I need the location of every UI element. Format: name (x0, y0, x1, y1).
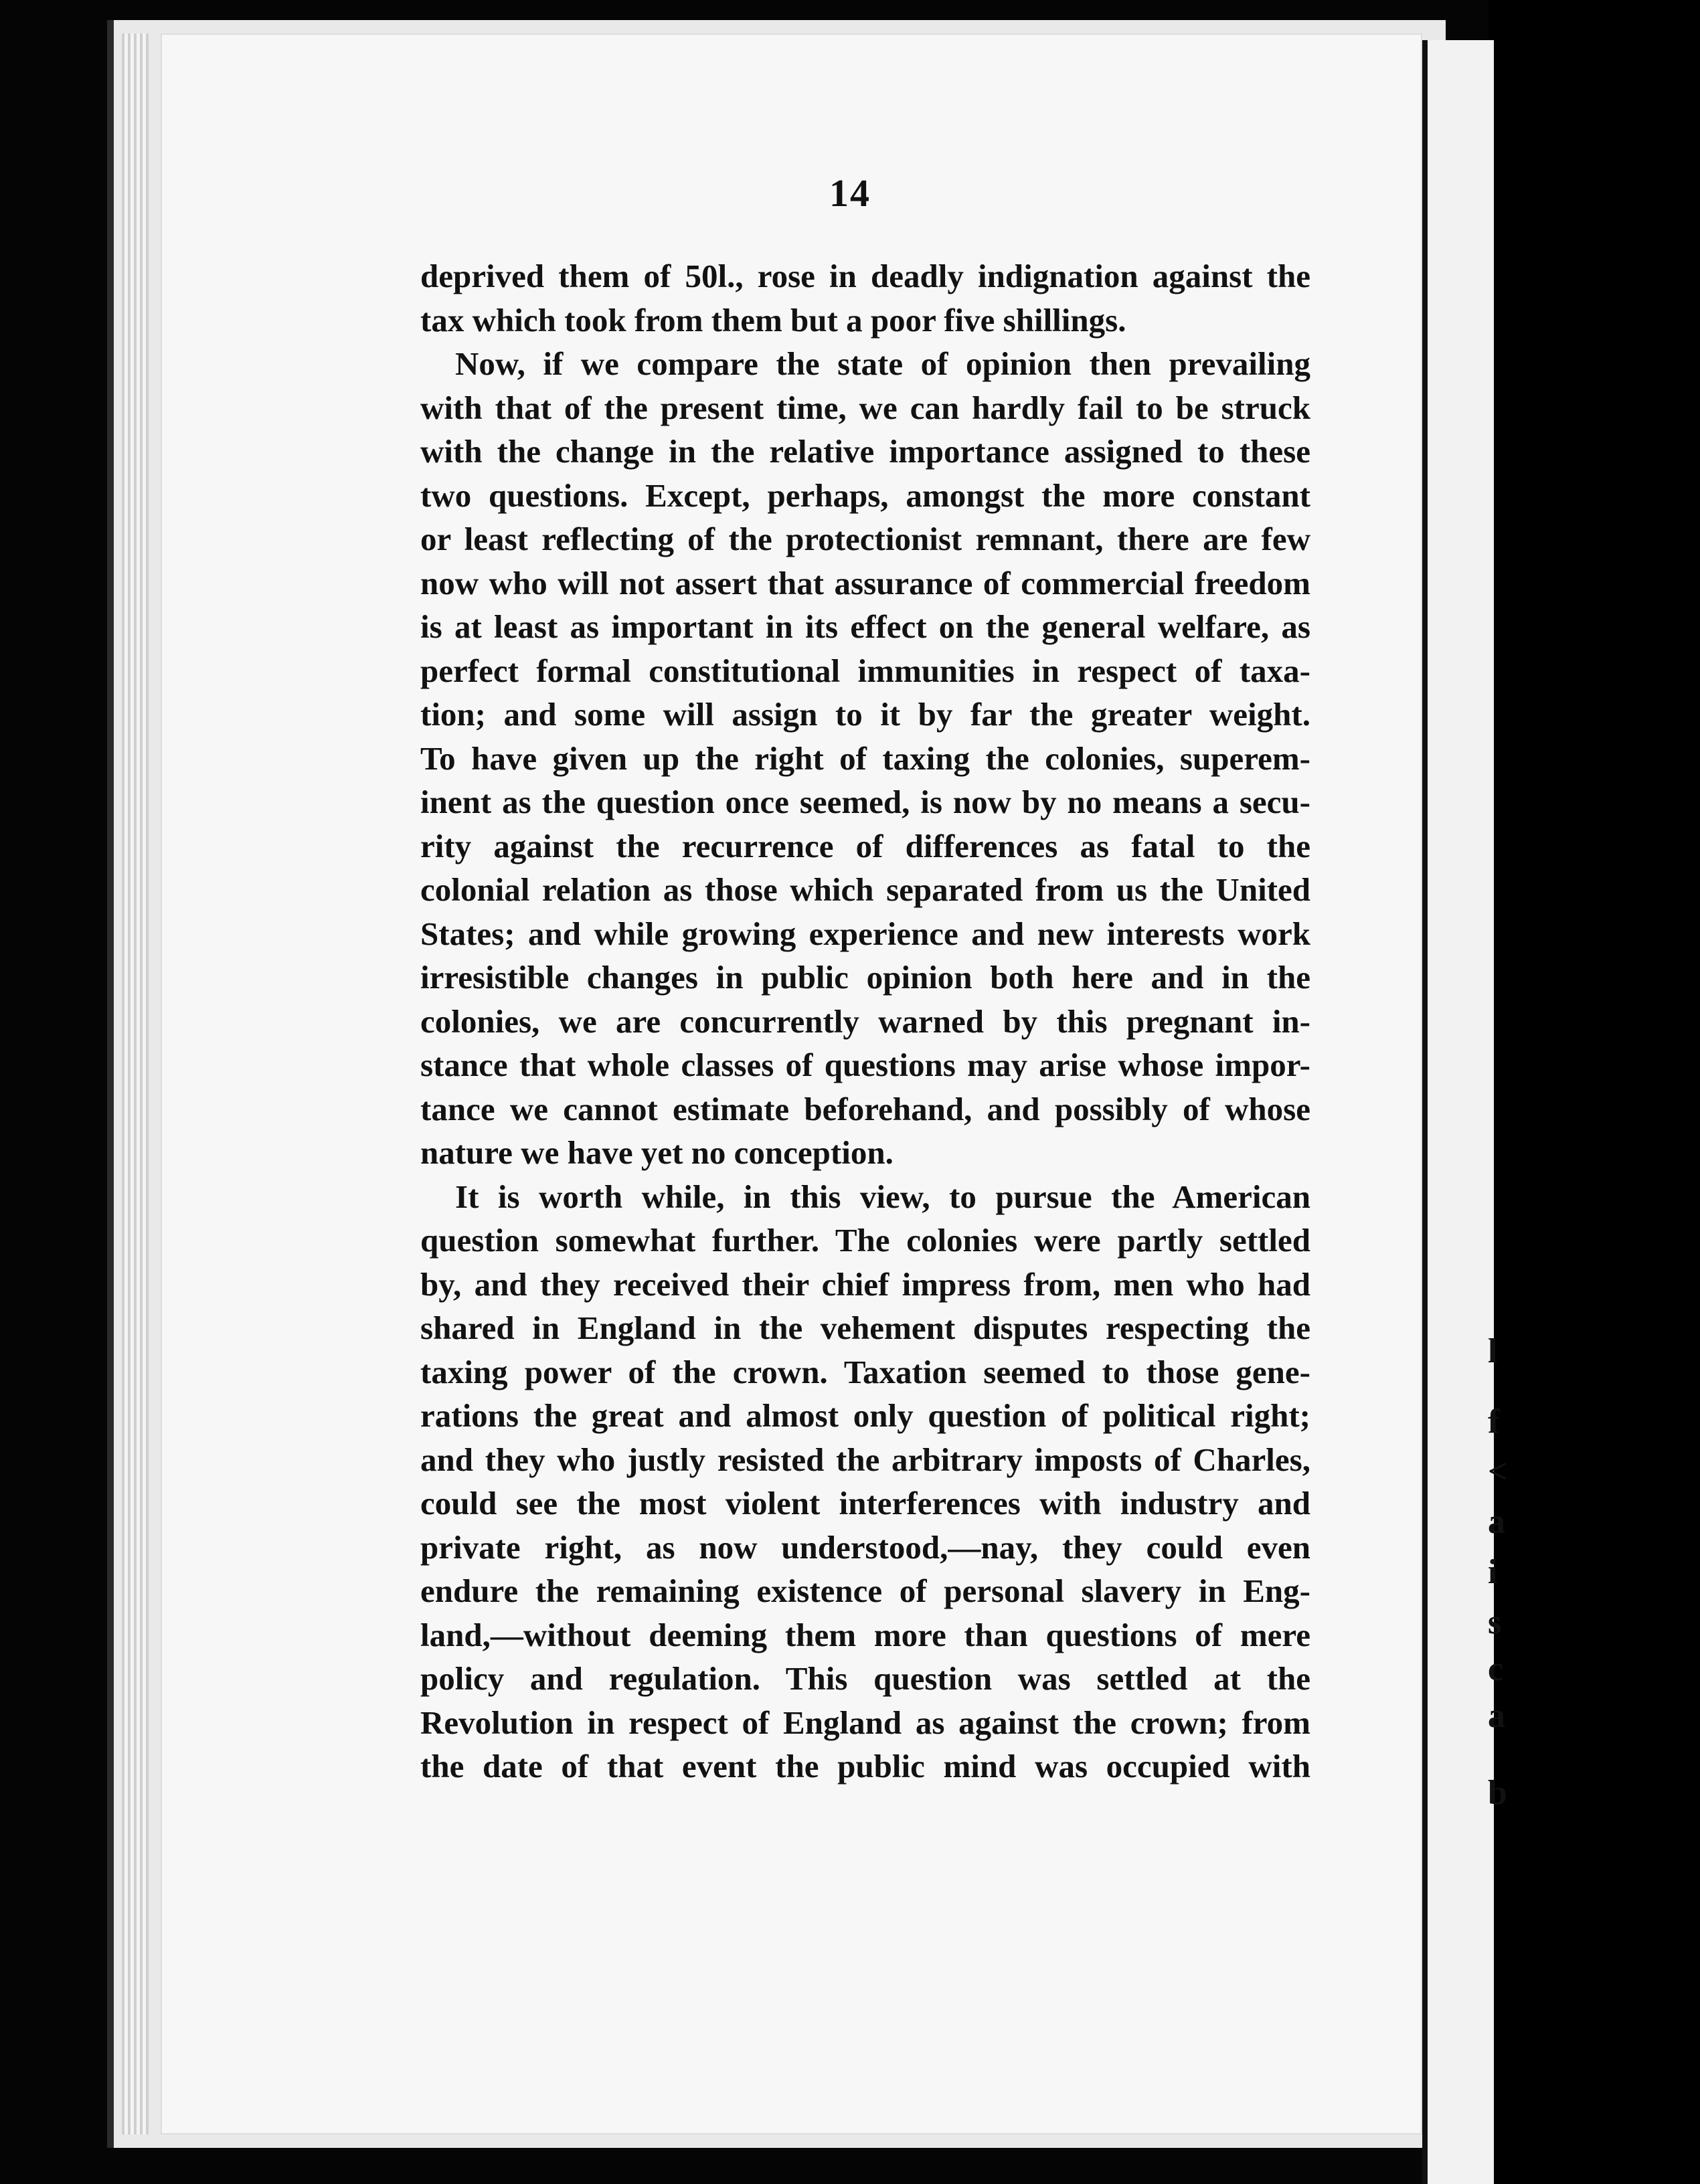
adjacent-fragment: c (1488, 1650, 1504, 1688)
text-line: irresistible changes in public opinion both here and in the (420, 959, 1310, 996)
text-line: by, and they received their chief impress from, men who had (420, 1265, 1310, 1303)
adjacent-fragment: s (1488, 1603, 1502, 1641)
paragraph-3 (420, 1175, 1310, 1789)
text-line: or least reflecting of the protectionist remnant, there are few (420, 521, 1310, 557)
text-line: and they who justly resisted the arbitrary imposts of Charles, (420, 1441, 1310, 1478)
text-line: tax which took from them but a poor five shillings. (420, 301, 1126, 339)
text-line: tion; and some will assign to it by far the greater weight. (420, 696, 1310, 733)
text-line: policy and regulation. This question was settled at the (420, 1660, 1310, 1697)
text-line: is at least as important in its effect on the general welfare, as (420, 608, 1310, 645)
text-line: question somewhat further. The colonies were partly settled (420, 1222, 1310, 1259)
text-line: the date of that event the public mind was occupied with (420, 1748, 1310, 1785)
text-line: now who will not assert that assurance of commercial freedom (420, 564, 1310, 602)
adjacent-fragment: l (1488, 1332, 1498, 1370)
text-line: stance that whole classes of questions may arise whose impor- (420, 1046, 1310, 1083)
text-line: rity against the recurrence of differences as fatal to the (420, 827, 1310, 864)
text-line: tance we cannot estimate beforehand, and possibly of whose (420, 1090, 1310, 1127)
text-line: private right, as now understood,—nay, they could even (420, 1528, 1310, 1566)
text-line: deprived them of 50l., rose in deadly indignation against the (420, 258, 1310, 294)
text-line: with that of the present time, we can hardly fail to be struck (420, 389, 1310, 426)
text-line: States; and while growing experience and new interests work (420, 915, 1310, 952)
text-line: two questions. Except, perhaps, amongst the more constant (420, 476, 1310, 514)
text-line: To have given up the right of taxing the colonies, superem- (420, 739, 1310, 777)
text-line: perfect formal constitutional immunities in respect of taxa- (420, 652, 1310, 689)
text-line: land,—without deeming them more than questions of mere (420, 1616, 1310, 1653)
text-line: Revolution in respect of England as against the crown; from (420, 1704, 1310, 1741)
text-line: shared in England in the vehement disputes respecting the (420, 1309, 1310, 1346)
text-line: nature we have yet no conception. (420, 1134, 894, 1171)
adjacent-fragment: i (1488, 1553, 1498, 1591)
adjacent-fragment: a (1488, 1503, 1505, 1541)
text-line: It is worth while, in this view, to pursue the American (455, 1178, 1310, 1215)
page-number: 14 (829, 171, 871, 215)
text-line: inent as the question once seemed, is now by no means a secu- (420, 784, 1310, 820)
adjacent-fragment: b (1488, 1774, 1507, 1812)
adjacent-page-strip (1422, 40, 1508, 2184)
text-line: colonial relation as those which separated from us the United (420, 871, 1310, 908)
text-line: endure the remaining existence of personal slavery in Eng- (420, 1572, 1310, 1609)
paragraph-1 (420, 254, 1310, 342)
text-line: rations the great and almost only question of political right; (420, 1397, 1310, 1434)
paragraph-2 (420, 342, 1310, 1175)
text-line: Now, if we compare the state of opinion then prevailing (455, 345, 1310, 382)
text-line: colonies, we are concurrently warned by this pregnant in- (420, 1002, 1310, 1040)
adjacent-fragment: < (1488, 1453, 1508, 1491)
body-text (420, 254, 1310, 1789)
adjacent-fragment: a (1488, 1697, 1505, 1735)
text-line: could see the most violent interferences with industry and (420, 1485, 1310, 1522)
text-line: with the change in the relative importance assigned to these (420, 433, 1310, 470)
text-line: taxing power of the crown. Taxation seemed to those gene- (420, 1353, 1310, 1390)
adjacent-fragment: f (1488, 1402, 1500, 1441)
